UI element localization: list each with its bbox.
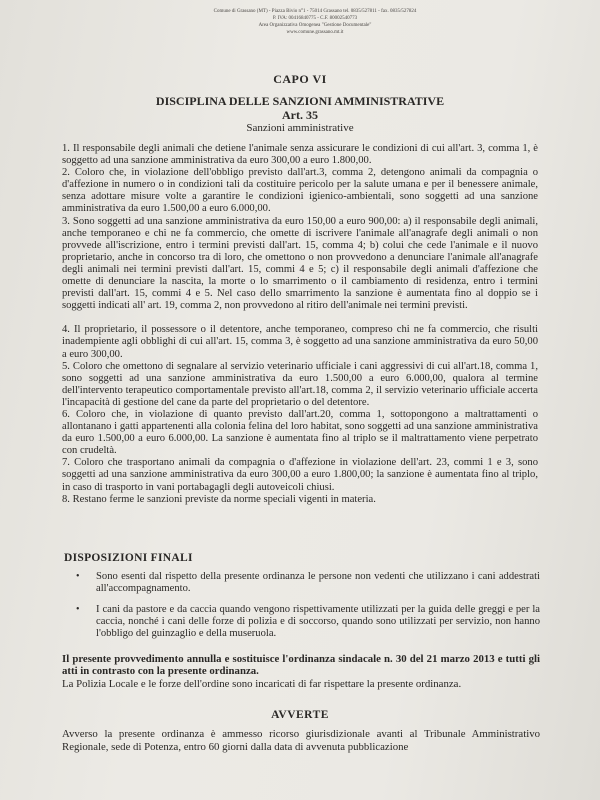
closing-statement bbox=[62, 653, 540, 690]
article-subtitle: Sanzioni amministrative bbox=[246, 122, 354, 134]
final-provisions-title: DISPOSIZIONI FINALI bbox=[64, 552, 193, 564]
letterhead-line: Comune di Grassano (MT) - Piazza Bivio n°1 - 75014 Grassano tel. 0835/527811 - fax. 0835/527824 bbox=[213, 9, 417, 14]
article-paragraph: 8. Restano ferme le sanzioni previste da norme speciali vigenti in materia. bbox=[62, 493, 376, 505]
bullet-icon: • bbox=[76, 603, 80, 615]
article-paragraph: 4. Il proprietario, il possessore o il detentore, anche temporaneo, compreso chi ne fa commercio, che risulti inadempiente agli obblighi di cui all'art. 15, comma 3, è soggetto ad una sanzione amministrativa da euro 50,00 a euro 300,00. bbox=[62, 324, 538, 360]
article-paragraph: 7. Coloro che trasportano animali da compagnia o d'affezione in violazione dell'art. 23, commi 1 e 3, sono soggetti ad una sanzione amministrativa da euro 300,00 a euro 1.800,00; la sanzione è aumentata fino al triplo, in caso di trasporto in vani portabagagli degli autoveicoli chiusi. bbox=[62, 457, 538, 493]
paragraph-spacer bbox=[62, 312, 538, 324]
article-paragraph: 1. Il responsabile degli animali che detiene l'animale senza assicurare le condizioni di cui all'art. 3, comma 1, è soggetto ad una sanzione amministrativa da euro 300,00 a euro 1.800,00. bbox=[62, 143, 538, 167]
notice-title: AVVERTE bbox=[271, 709, 329, 721]
article-paragraph: 2. Coloro che, in violazione dell'obbligo previsto dall'art.3, comma 2, detengono animali da compagnia o d'affezione in numero o in condizioni tali da costituire pericolo per la salute umana e per il benessere animale, senza adottare misure volte a garantire le condizioni igienico-ambientali, sono soggetti ad una sanzione amministrativa da euro 1.500,00 a euro 6.000,00. bbox=[62, 167, 538, 215]
list-item-text: Sono esenti dal rispetto della presente ordinanza le persone non vedenti che utilizzano i cani addestrati all'accompagnamento. bbox=[96, 571, 540, 595]
section-heading: DISCIPLINA DELLE SANZIONI AMMINISTRATIVE bbox=[155, 94, 445, 108]
letterhead bbox=[170, 8, 460, 36]
notice-text: Avverso la presente ordinanza è ammesso ricorso giurisdizionale avanti al Tribunale Amministrativo Regionale, sede di Potenza, entro 60 giorni dalla data di avvenuta pubblicazione bbox=[62, 728, 540, 753]
chapter-title: CAPO VI bbox=[273, 72, 327, 86]
article-body bbox=[62, 143, 538, 506]
article-paragraph: 3. Sono soggetti ad una sanzione amministrativa da euro 150,00 a euro 900,00: a) il responsabile degli animali, anche temporaneo e chi ne fa commercio, che omette di iscrivere l'animale all'anagrafe degli animali o non provvede all'iscrizione, entro i termini previsti dall'art. 15, comma 4; b) colui che cede l'animale e il nuovo proprietario, anche in concorso tra di loro, che omettono o non provvedono a denunciare l'animale all'anagrafe degli animali nei termini previsti dall'art. 15, commi 4 e 5; c) il responsabile degli animali d'affezione che omette di denunciare la nascita, la morte o lo smarrimento o il cambiamento di residenza, entro i termini previsti dall'art. 15, commi 4 e 5. Nel caso dello smarrimento la sanzione è aumentata fino al doppio se i soggetti indicati all' art. 19, comma 2, non provvedono al ritiro dell'animale nei termini previsti. bbox=[62, 215, 538, 312]
annulment-statement: Il presente provvedimento annulla e sostituisce l'ordinanza sindacale n. 30 del 21 marzo 2013 e tutti gli atti in contrasto con la presente ordinanza. bbox=[62, 653, 540, 678]
letterhead-line: Area Organizzativa Omogenea "Gestione Documentale" bbox=[258, 23, 372, 28]
article-paragraph: 6. Coloro che, in violazione di quanto previsto dall'art.20, comma 1, sottopongono a maltrattamenti o allontanano i gatti appartenenti alla colonia felina del loro habitat, sono soggetti ad una sanzione amministrativa da euro 1.500,00 a euro 6.000,00. La sanzione è aumentata fino al triplo se il maltrattamento viene perpetrato con crudeltà. bbox=[62, 408, 538, 457]
list-item bbox=[76, 571, 540, 596]
letterhead-line: P. IVA: 00416840775 - C.F. 80002540773 bbox=[272, 16, 358, 21]
article-number: Art. 35 bbox=[282, 108, 318, 122]
bullet-icon: • bbox=[76, 571, 80, 582]
list-item-text: I cani da pastore e da caccia quando vengono rispettivamente utilizzati per la guida delle greggi e per la caccia, nonché i cani delle forze di polizia e di soccorso, quando sono utilizzati per servizio, non hanno l'obbligo del guinzaglio e della museruola. bbox=[96, 603, 540, 640]
list-item bbox=[76, 604, 540, 641]
final-provisions-list bbox=[76, 571, 540, 648]
article-paragraph: 5. Coloro che omettono di segnalare al servizio veterinario ufficiale i cani aggressivi di cui all'art.18, comma 1, sono soggetti ad una sanzione amministrativa da euro 1.500,00 a euro 6.000,00, qualora al termine dell'intervento terapeutico comportamentale previsto all'art.18, comma 2, il servizio veterinario ufficiale accerta l'incapacità di gestione del cane da parte del proprietario o del detentore. bbox=[62, 360, 538, 408]
enforcement-statement: La Polizia Locale e le forze dell'ordine sono incaricati di far rispettare la presente ordinanza. bbox=[62, 677, 462, 690]
letterhead-line: www.comune.grassano.mt.it bbox=[286, 30, 344, 35]
